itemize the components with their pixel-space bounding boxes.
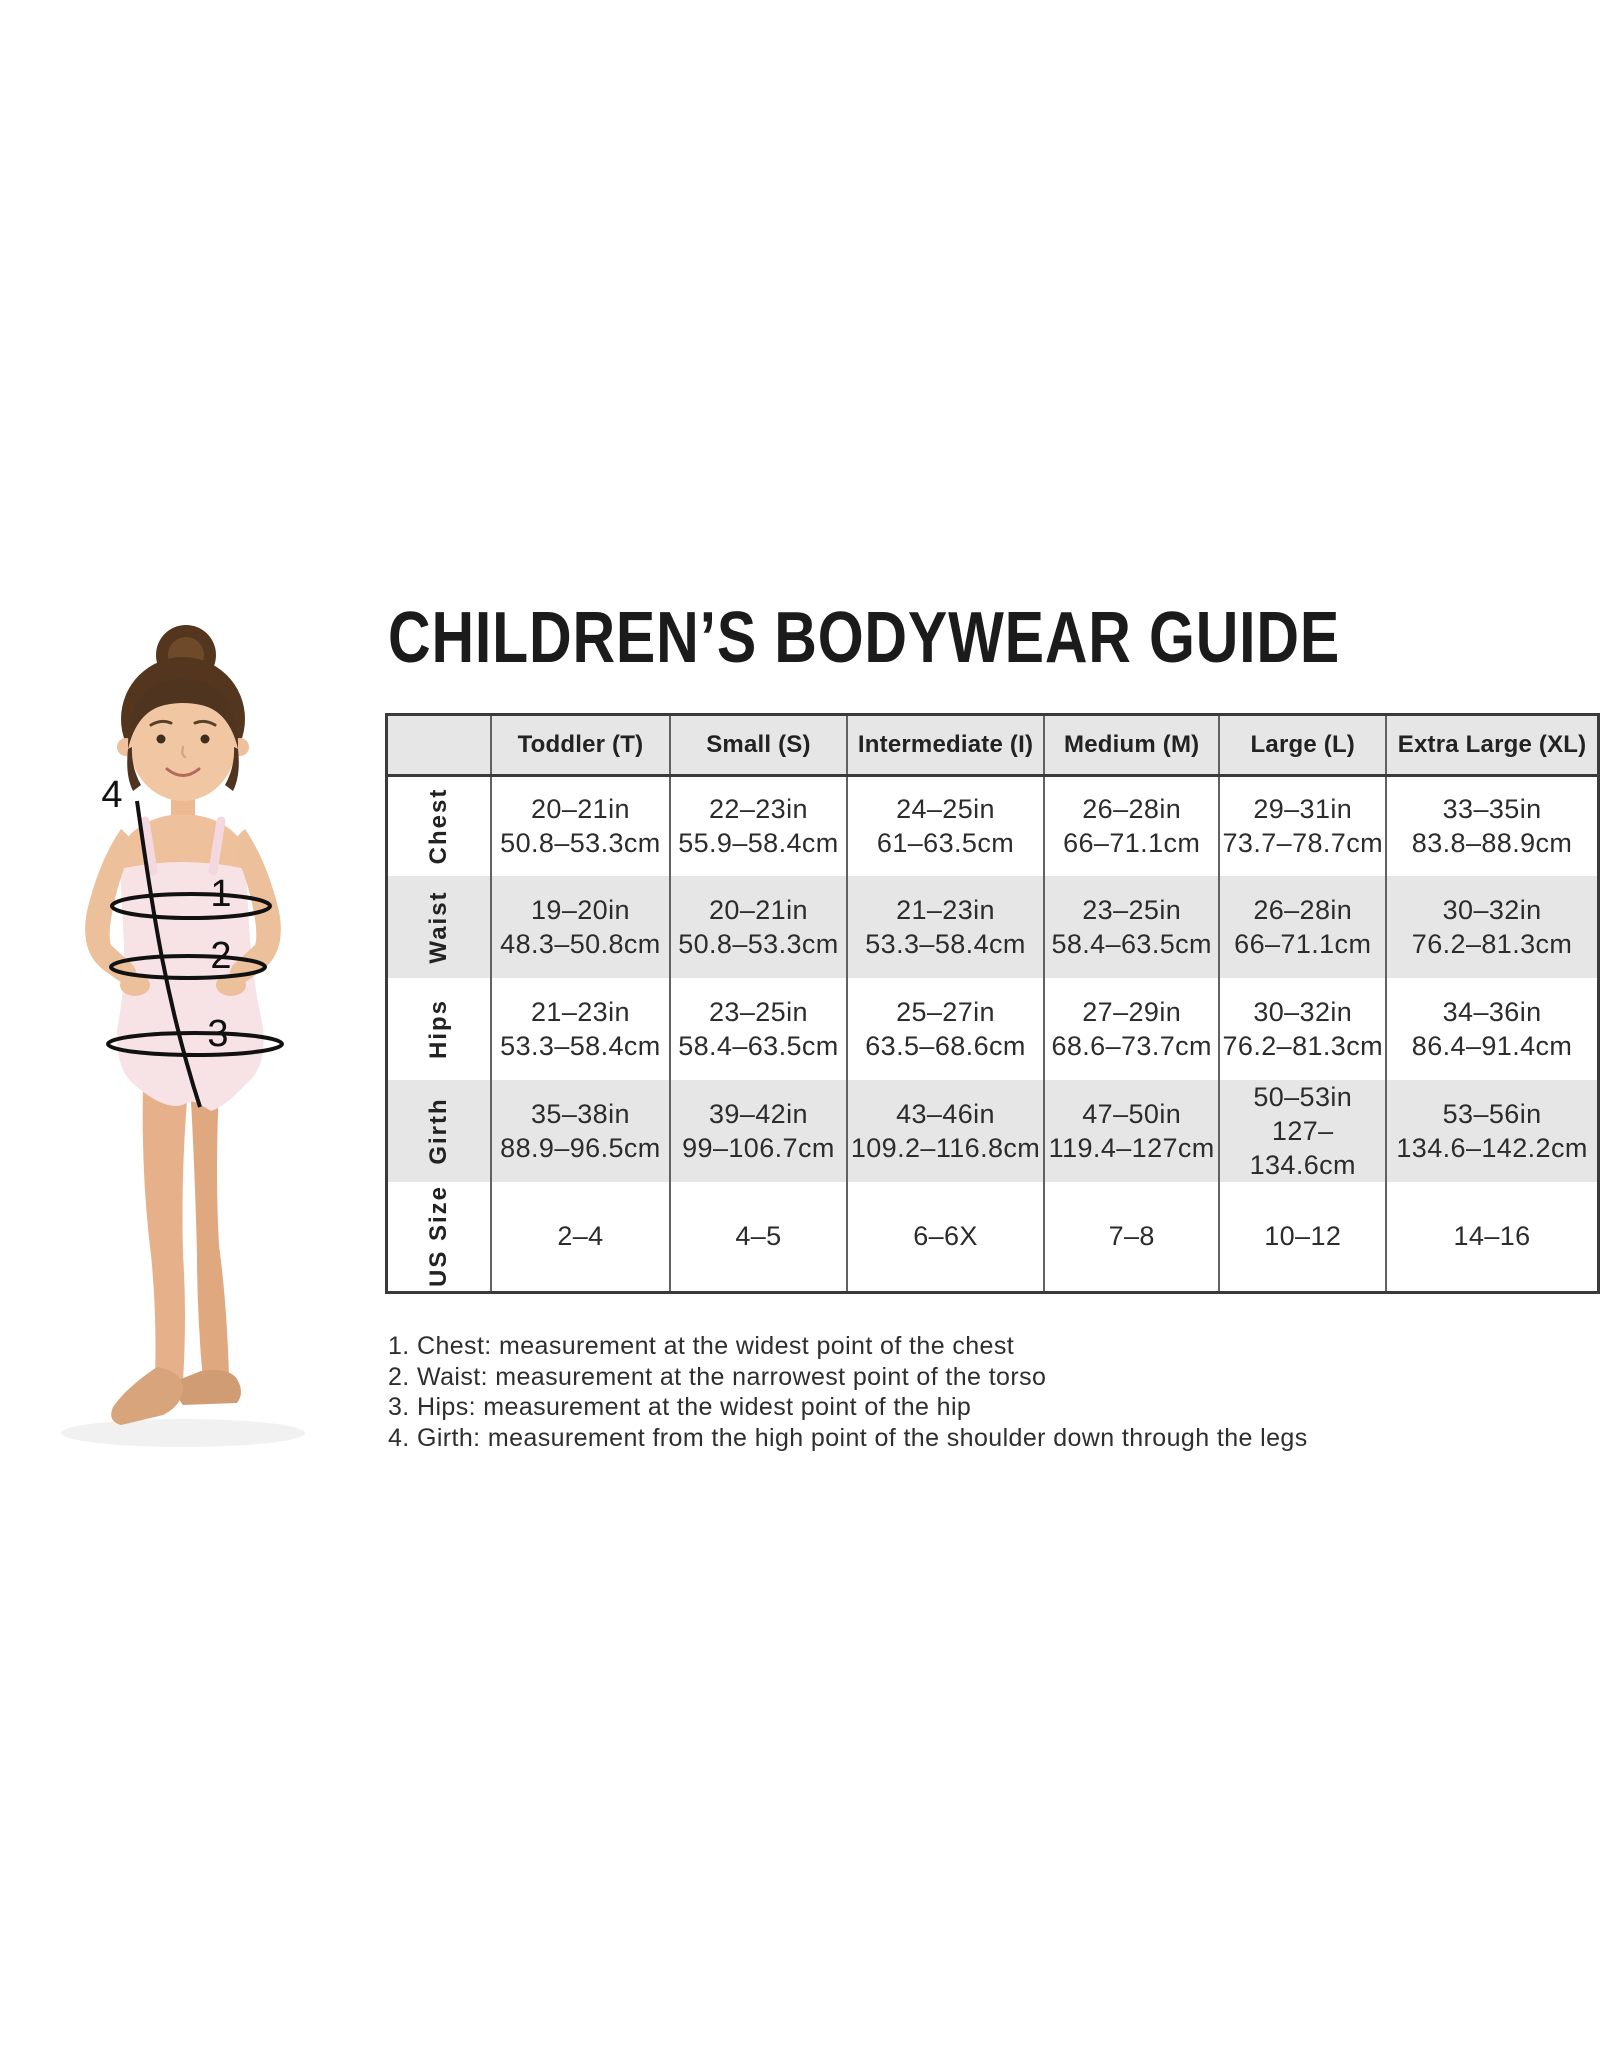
column-header-medium: Medium (M) (1044, 715, 1219, 776)
column-header-large: Large (L) (1219, 715, 1386, 776)
size-cell: 14–16 (1386, 1182, 1598, 1293)
size-cell: 2–4 (491, 1182, 670, 1293)
size-cell: 22–23in 55.9–58.4cm (670, 776, 847, 876)
table-row-chest (387, 776, 1599, 876)
column-header-small: Small (S) (670, 715, 847, 776)
size-cell: 21–23in 53.3–58.4cm (491, 978, 670, 1080)
floor-shadow (61, 1419, 305, 1447)
footnote-chest: 1. Chest: measurement at the widest point of the chest (388, 1332, 1015, 1360)
size-cell: 4–5 (670, 1182, 847, 1293)
size-cell: 34–36in 86.4–91.4cm (1386, 978, 1598, 1080)
child-photo (15, 615, 395, 1475)
size-cell: 23–25in 58.4–63.5cm (670, 978, 847, 1080)
marker-girth: 4 (101, 774, 123, 816)
table-row-hips (387, 978, 1599, 1080)
size-cell: 43–46in 109.2–116.8cm (847, 1080, 1044, 1182)
row-label-girth: Girth (387, 1080, 492, 1182)
row-label-waist: Waist (387, 876, 492, 978)
size-cell: 47–50in 119.4–127cm (1044, 1080, 1219, 1182)
footnote-waist: 2. Waist: measurement at the narrowest point of the torso (388, 1362, 1047, 1391)
size-cell: 35–38in 88.9–96.5cm (491, 1080, 670, 1182)
column-header-intermediate: Intermediate (I) (847, 715, 1044, 776)
front-leg (143, 1083, 187, 1381)
size-cell: 30–32in 76.2–81.3cm (1386, 876, 1598, 978)
size-cell: 23–25in 58.4–63.5cm (1044, 876, 1219, 978)
size-cell: 53–56in 134.6–142.2cm (1386, 1080, 1598, 1182)
marker-chest: 1 (210, 873, 232, 915)
front-ballet-slipper (111, 1367, 183, 1425)
size-cell: 39–42in 99–106.7cm (670, 1080, 847, 1182)
right-eye (201, 735, 210, 744)
size-cell: 24–25in 61–63.5cm (847, 776, 1044, 876)
size-cell: 29–31in 73.7–78.7cm (1219, 776, 1386, 876)
table-row-waist (387, 876, 1599, 978)
size-chart-table (385, 713, 1600, 1294)
size-cell: 25–27in 63.5–68.6cm (847, 978, 1044, 1080)
footnote-girth: 4. Girth: measurement from the high point of the shoulder down through the legs (388, 1423, 1308, 1452)
size-cell: 33–35in 83.8–88.9cm (1386, 776, 1598, 876)
table-row-us-size (387, 1182, 1599, 1293)
marker-hips: 3 (207, 1013, 229, 1055)
size-cell: 30–32in 76.2–81.3cm (1219, 978, 1386, 1080)
row-label-chest: Chest (387, 776, 492, 876)
size-cell: 7–8 (1044, 1182, 1219, 1293)
footnote-hips: 3. Hips: measurement at the widest point of the hip (388, 1393, 972, 1421)
size-cell: 10–12 (1219, 1182, 1386, 1293)
back-ballet-slipper (177, 1370, 241, 1405)
header-row (387, 715, 1599, 776)
size-cell: 19–20in 48.3–50.8cm (491, 876, 670, 978)
size-cell: 27–29in 68.6–73.7cm (1044, 978, 1219, 1080)
marker-waist: 2 (210, 935, 232, 977)
table-corner-cell (387, 715, 492, 776)
column-header-extra-large: Extra Large (XL) (1386, 715, 1598, 776)
size-cell: 21–23in 53.3–58.4cm (847, 876, 1044, 978)
size-cell: 50–53in 127–134.6cm (1219, 1080, 1386, 1182)
size-cell: 26–28in 66–71.1cm (1219, 876, 1386, 978)
measurement-footnotes (388, 1331, 1308, 1453)
column-header-toddler: Toddler (T) (491, 715, 670, 776)
table-row-girth (387, 1080, 1599, 1182)
page-title: CHILDREN’S BODYWEAR GUIDE (388, 598, 1341, 678)
size-cell: 20–21in 50.8–53.3cm (491, 776, 670, 876)
size-cell: 20–21in 50.8–53.3cm (670, 876, 847, 978)
girl-figure (15, 615, 395, 1475)
row-label-us-size: US Size (387, 1182, 492, 1293)
row-label-hips: Hips (387, 978, 492, 1080)
back-leg (191, 1089, 229, 1381)
size-cell: 6–6X (847, 1182, 1044, 1293)
size-cell: 26–28in 66–71.1cm (1044, 776, 1219, 876)
left-eye (157, 735, 166, 744)
